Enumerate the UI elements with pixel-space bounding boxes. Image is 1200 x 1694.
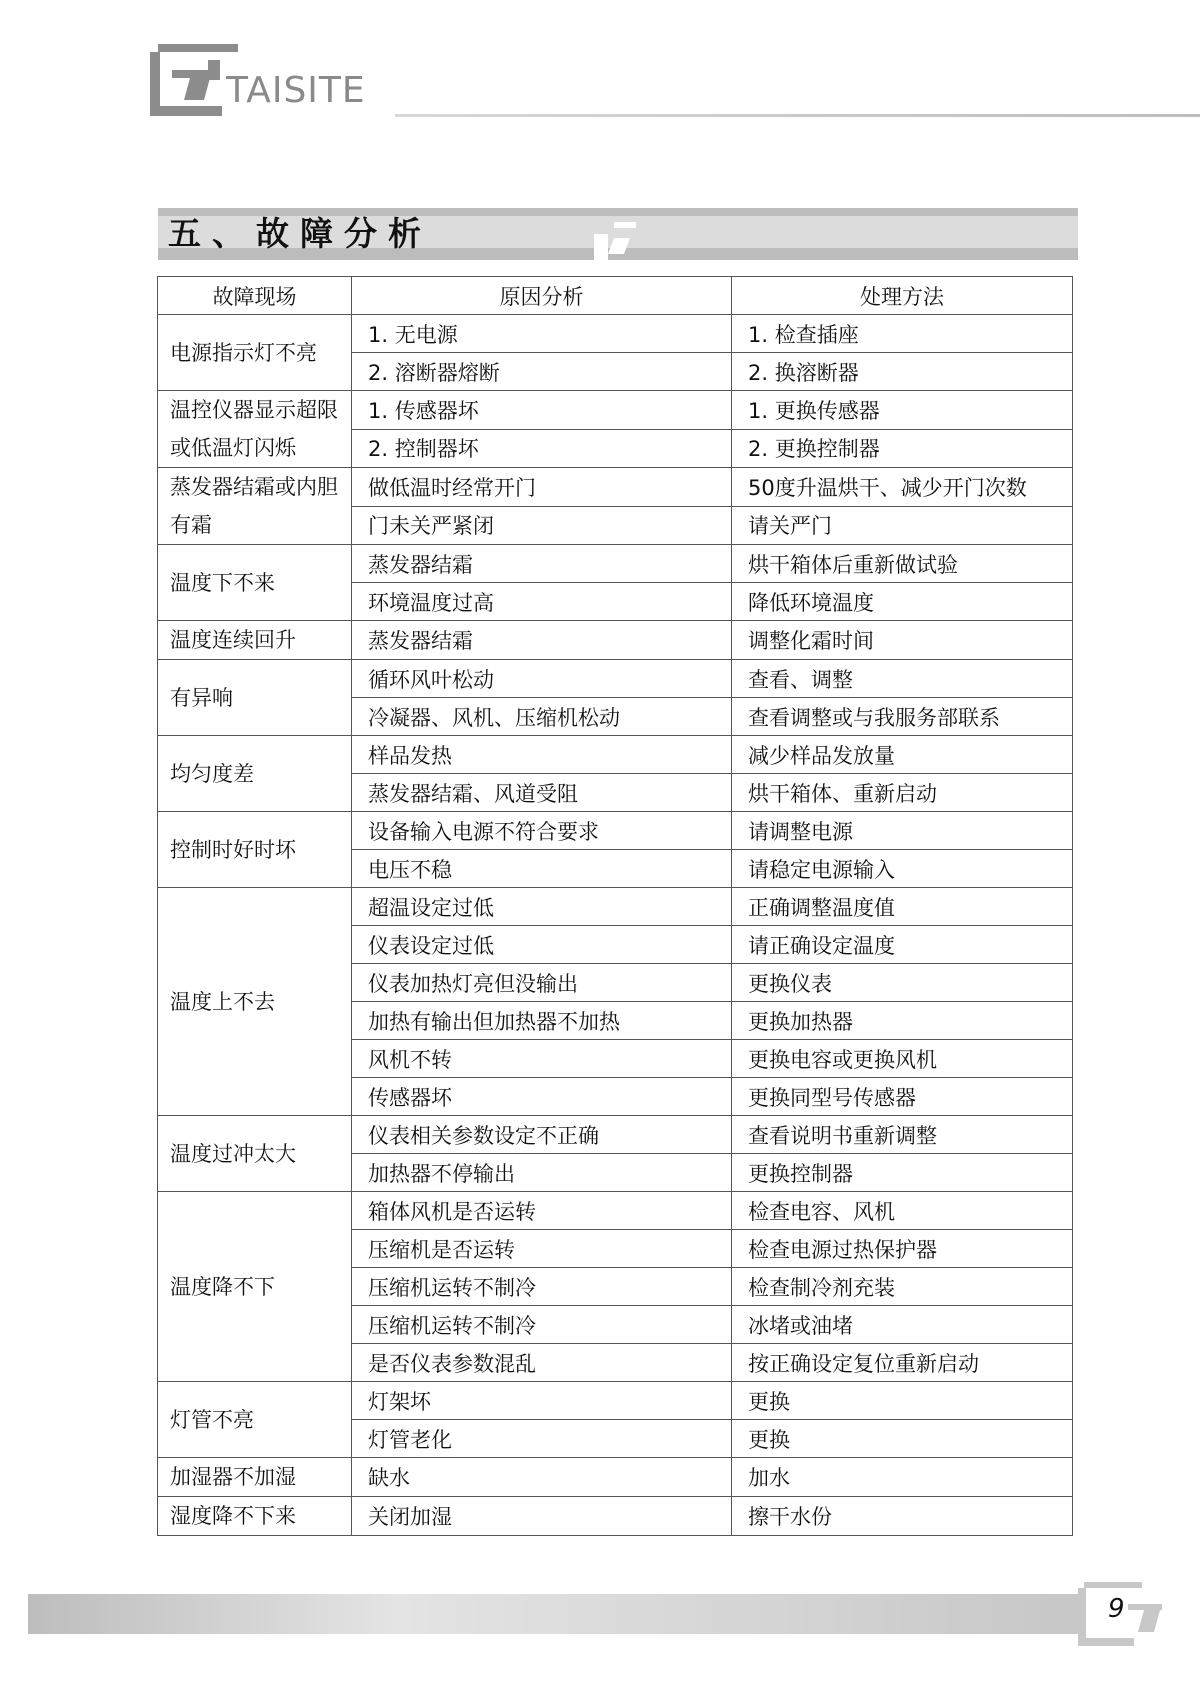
cause-cell: 关闭加湿 [352,1497,732,1536]
table-row [158,621,1073,660]
fault-symptom-cell: 温度上不去 [158,888,352,1116]
fault-symptom-cell: 温度过冲太大 [158,1116,352,1192]
solution-cell: 1. 检查插座 [732,315,1073,353]
solution-cell: 减少样品发放量 [732,736,1073,774]
cause-cell: 风机不转 [352,1040,732,1078]
fault-symptom-cell: 均匀度差 [158,736,352,812]
fault-symptom-cell: 蒸发器结霜或内胆有霜 [158,468,352,545]
cause-cell: 超温设定过低 [352,888,732,926]
solution-cell: 加水 [732,1458,1073,1497]
table-row [158,315,1073,353]
column-header-symptom: 故障现场 [158,277,352,315]
fault-symptom-cell: 加湿器不加湿 [158,1458,352,1497]
cause-cell: 做低温时经常开门 [352,468,732,507]
cause-cell: 蒸发器结霜、风道受阻 [352,774,732,812]
fault-symptom-cell: 温度降不下 [158,1192,352,1382]
cause-cell: 仪表相关参数设定不正确 [352,1116,732,1154]
table-row [158,888,1073,926]
table-row [158,1192,1073,1230]
solution-cell: 检查电容、风机 [732,1192,1073,1230]
solution-cell: 查看调整或与我服务部联系 [732,698,1073,736]
solution-cell: 查看说明书重新调整 [732,1116,1073,1154]
fault-symptom-cell: 有异响 [158,660,352,736]
cause-cell: 灯管老化 [352,1420,732,1458]
solution-cell: 按正确设定复位重新启动 [732,1344,1073,1382]
table-row [158,660,1073,698]
table-row [158,1458,1073,1497]
solution-cell: 查看、调整 [732,660,1073,698]
table-row [158,1116,1073,1154]
solution-cell: 请稳定电源输入 [732,850,1073,888]
fault-symptom-cell: 温度连续回升 [158,621,352,660]
fault-symptom-cell: 控制时好时坏 [158,812,352,888]
cause-cell: 2. 控制器坏 [352,429,732,468]
solution-cell: 冰堵或油堵 [732,1306,1073,1344]
cause-cell: 仪表加热灯亮但没输出 [352,964,732,1002]
section-title: 五、故障分析 [168,214,432,253]
cause-cell: 是否仪表参数混乱 [352,1344,732,1382]
table-row [158,1382,1073,1420]
table-row [158,812,1073,850]
table-row [158,545,1073,583]
solution-cell: 50度升温烘干、减少开门次数 [732,468,1073,507]
column-header-cause: 原因分析 [352,277,732,315]
cause-cell: 加热器不停输出 [352,1154,732,1192]
solution-cell: 2. 更换控制器 [732,429,1073,468]
table-row [158,391,1073,430]
cause-cell: 1. 传感器坏 [352,391,732,430]
header-rule [395,114,1200,117]
solution-cell: 更换加热器 [732,1002,1073,1040]
cause-cell: 灯架坏 [352,1382,732,1420]
cause-cell: 2. 溶断器熔断 [352,353,732,391]
cause-cell: 蒸发器结霜 [352,621,732,660]
table-row [158,468,1073,507]
cause-cell: 传感器坏 [352,1078,732,1116]
cause-cell: 箱体风机是否运转 [352,1192,732,1230]
cause-cell: 样品发热 [352,736,732,774]
fault-symptom-cell: 温控仪器显示超限或低温灯闪烁 [158,391,352,468]
table-header-row [158,277,1073,315]
solution-cell: 更换同型号传感器 [732,1078,1073,1116]
cause-cell: 蒸发器结霜 [352,545,732,583]
table-row [158,1497,1073,1536]
solution-cell: 更换 [732,1420,1073,1458]
solution-cell: 请调整电源 [732,812,1073,850]
cause-cell: 电压不稳 [352,850,732,888]
fault-analysis-table [157,276,1073,1536]
column-header-solution: 处理方法 [732,277,1073,315]
solution-cell: 请正确设定温度 [732,926,1073,964]
solution-cell: 烘干箱体、重新启动 [732,774,1073,812]
cause-cell: 设备输入电源不符合要求 [352,812,732,850]
cause-cell: 仪表设定过低 [352,926,732,964]
solution-cell: 更换控制器 [732,1154,1073,1192]
cause-cell: 缺水 [352,1458,732,1497]
fault-symptom-cell: 温度下不来 [158,545,352,621]
solution-cell: 擦干水份 [732,1497,1073,1536]
solution-cell: 1. 更换传感器 [732,391,1073,430]
fault-symptom-cell: 灯管不亮 [158,1382,352,1458]
cause-cell: 加热有输出但加热器不加热 [352,1002,732,1040]
solution-cell: 降低环境温度 [732,583,1073,621]
solution-cell: 正确调整温度值 [732,888,1073,926]
brand-name: TAISITE [226,70,366,111]
cause-cell: 压缩机是否运转 [352,1230,732,1268]
fault-symptom-cell: 湿度降不下来 [158,1497,352,1536]
solution-cell: 检查制冷剂充装 [732,1268,1073,1306]
solution-cell: 调整化霜时间 [732,621,1073,660]
solution-cell: 检查电源过热保护器 [732,1230,1073,1268]
solution-cell: 更换仪表 [732,964,1073,1002]
solution-cell: 请关严门 [732,506,1073,545]
cause-cell: 冷凝器、风机、压缩机松动 [352,698,732,736]
cause-cell: 压缩机运转不制冷 [352,1268,732,1306]
cause-cell: 环境温度过高 [352,583,732,621]
cause-cell: 循环风叶松动 [352,660,732,698]
solution-cell: 更换 [732,1382,1073,1420]
table-row [158,736,1073,774]
cause-cell: 压缩机运转不制冷 [352,1306,732,1344]
cause-cell: 门未关严紧闭 [352,506,732,545]
table-body [158,315,1073,1536]
fault-symptom-cell: 电源指示灯不亮 [158,315,352,391]
footer-bar [28,1594,1080,1634]
solution-cell: 烘干箱体后重新做试验 [732,545,1073,583]
solution-cell: 更换电容或更换风机 [732,1040,1073,1078]
cause-cell: 1. 无电源 [352,315,732,353]
solution-cell: 2. 换溶断器 [732,353,1073,391]
page-number: 9 [1108,1594,1125,1624]
